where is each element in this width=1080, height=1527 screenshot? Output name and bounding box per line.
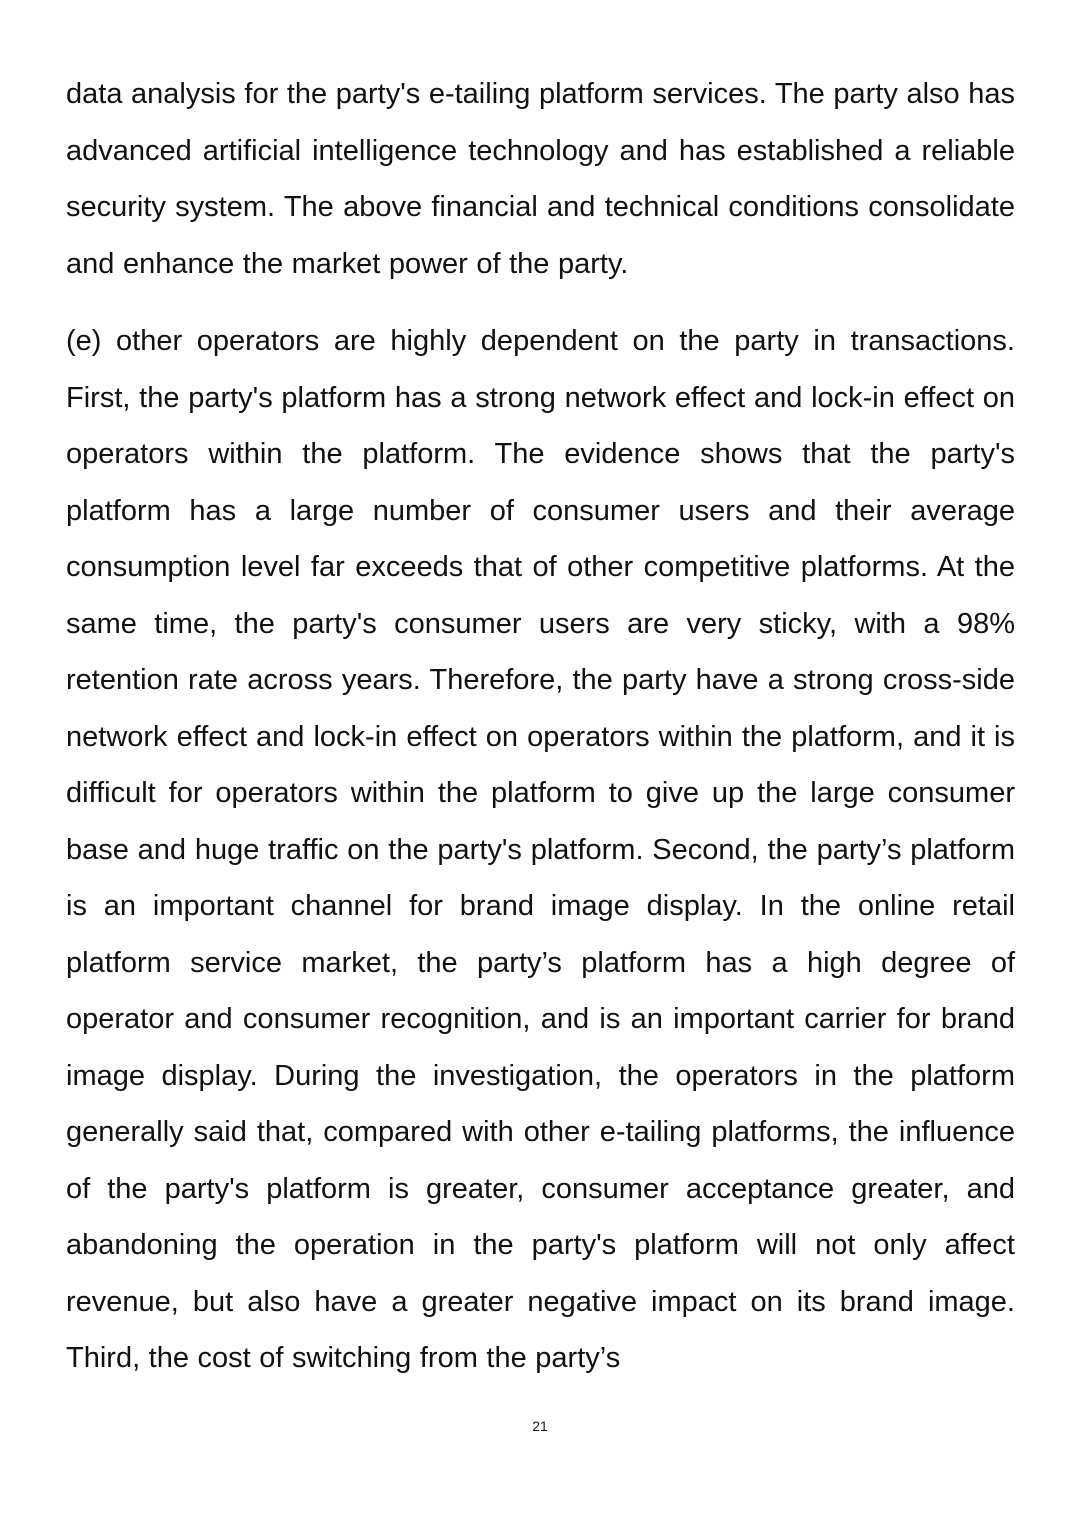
document-body [66,66,1015,1387]
paragraph-2: (e) other operators are highly dependent on the party in transactions. First, the party's platform has a strong network effect and lock-in effect on operators within the platform. The evidence shows that the party's platform has a large number of consumer users and their average consumption level far exceeds that of other competitive platforms. At the same time, the party's consumer users are very sticky, with a 98% retention rate across years. Therefore, the party have a strong cross-side network effect and lock-in effect on operators within the platform, and it is difficult for operators within the platform to give up the large consumer base and huge traffic on the party's platform. Second, the party’s platform is an important channel for brand image display. In the online retail platform service market, the party’s platform has a high degree of operator and consumer recognition, and is an important carrier for brand image display. During the investigation, the operators in the platform generally said that, compared with other e-tailing platforms, the influence of the party's platform is greater, consumer acceptance greater, and abandoning the operation in the party's platform will not only affect revenue, but also have a greater negative impact on its brand image. Third, the cost of switching from the party’s [66,325,1015,1374]
page-number: 21 [532,1418,548,1434]
paragraph-1: data analysis for the party's e-tailing platform services. The party also has advanced artificial intelligence technology and has established a reliable security system. The above financial and technical conditions consolidate and enhance the market power of the party. [66,78,1015,280]
